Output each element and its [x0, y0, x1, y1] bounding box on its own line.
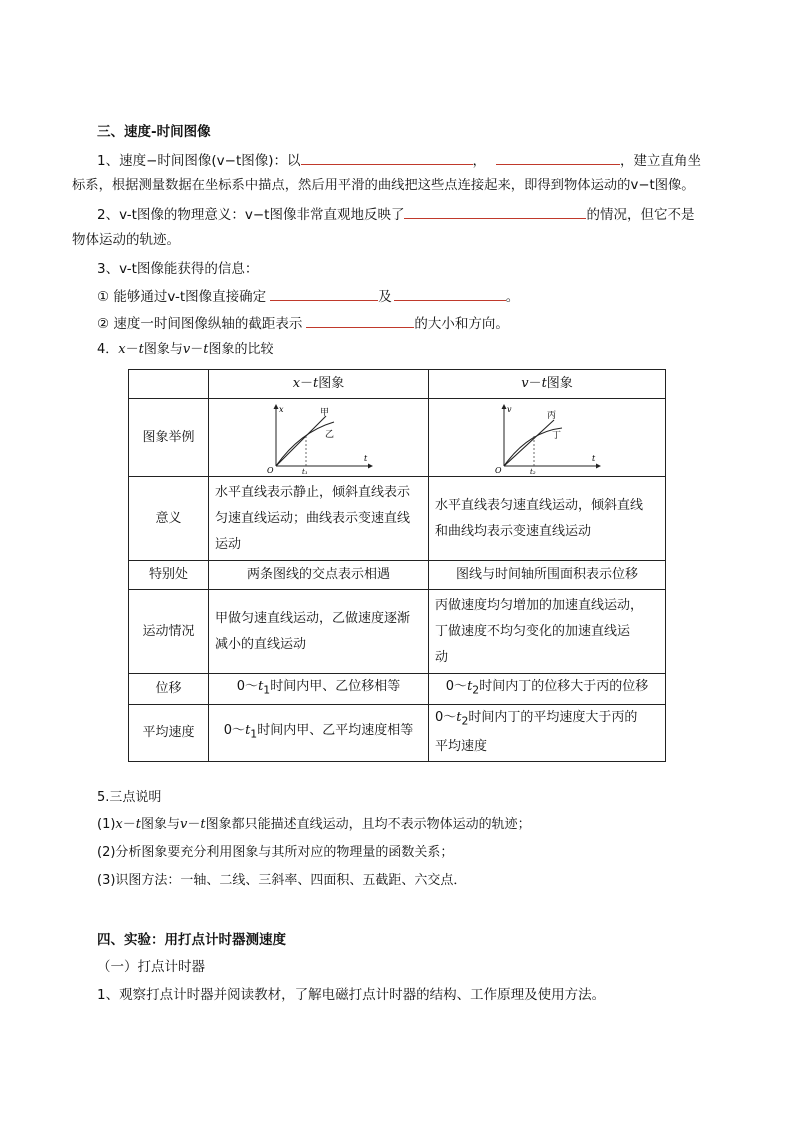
cell-avg-vt	[429, 704, 666, 761]
avg-vt-b: 时间内丁的平均速度大于丙的	[468, 709, 638, 725]
vt-y-arrow	[502, 404, 507, 409]
avg-xt-sub: 1	[250, 727, 258, 741]
p3-item-1	[97, 286, 519, 307]
motion-xt-line-2: 减小的直线运动	[215, 636, 307, 652]
note-1	[97, 815, 531, 835]
p3-text: 3、v-t图像能获得的信息：	[97, 261, 259, 277]
disp-vt-a: 0～	[445, 679, 468, 694]
xt-tick-label: t₁	[301, 467, 308, 474]
section3-title: 三、速度-时间图像	[97, 124, 211, 140]
vt-x-arrow	[596, 463, 601, 468]
p4-heading	[97, 340, 274, 360]
p3-1-text-a: ① 能够通过v-t图像直接确定	[97, 289, 267, 305]
cell-disp-xt	[209, 674, 429, 705]
xt-label-jia: 甲	[319, 407, 329, 418]
p4-var-v: v	[182, 342, 191, 357]
blank-4[interactable]	[270, 286, 378, 301]
header-xt-suffix: 图象	[318, 376, 345, 391]
xt-y-arrow	[273, 404, 278, 409]
disp-vt-sub: 2	[472, 683, 480, 697]
avg-vt-a: 0～	[435, 709, 457, 725]
label-special: 特别处	[129, 561, 209, 590]
label-displacement: 位移	[129, 674, 209, 705]
header-vt-t: t	[541, 376, 547, 391]
p4-var-t-2: t	[203, 342, 209, 357]
table-row-motion	[129, 590, 666, 674]
blank-5[interactable]	[394, 286, 506, 301]
note-1-post: 图象都只能描述直线运动，且均不表示物体运动的轨迹；	[205, 817, 531, 832]
table-row-avg-speed	[129, 704, 666, 761]
disp-xt-b: 时间内甲、乙位移相等	[270, 679, 401, 694]
cell-graph-xt	[209, 399, 429, 477]
table-row-example	[129, 399, 666, 477]
xt-curve-yi	[276, 422, 334, 466]
table-row-meaning	[129, 477, 666, 561]
p4-dash-2: －	[190, 342, 204, 357]
blank-6[interactable]	[306, 313, 414, 328]
vt-axis-y-label: v	[507, 404, 512, 414]
cell-meaning-xt	[209, 477, 429, 561]
note-1-var-v: v	[180, 817, 188, 832]
note-1-dash: －	[122, 817, 136, 832]
cell-motion-xt	[209, 590, 429, 674]
avg-xt-b: 时间内甲、乙平均速度相等	[257, 722, 414, 738]
blank-2[interactable]	[496, 150, 620, 165]
note-2: (2)分析图象要充分利用图象与其所对应的物理量的函数关系；	[97, 845, 454, 860]
note-1-dash-2: －	[187, 817, 201, 832]
cell-motion-vt	[429, 590, 666, 674]
avg-xt-var: t	[245, 722, 251, 738]
p1-text-b: ，	[472, 153, 487, 169]
p1-text-c: ，建立直角坐	[620, 153, 702, 169]
table-header-row	[129, 370, 666, 399]
xt-label-yi: 乙	[324, 429, 334, 440]
p4-number: 4．	[97, 342, 119, 357]
avg-xt-a: 0～	[223, 722, 246, 738]
label-meaning: 意义	[129, 477, 209, 561]
notes-title: 5.三点说明	[97, 790, 162, 805]
blank-1[interactable]	[301, 150, 473, 165]
vt-origin-label: O	[495, 465, 502, 474]
disp-xt-a: 0～	[236, 679, 259, 694]
avg-vt-line-2: 平均速度	[435, 739, 488, 755]
p4-var-t: t	[138, 342, 144, 357]
p1-text-a: 1、速度−时间图像(v−t图像)：以	[97, 153, 301, 169]
cell-special-vt: 图线与时间轴所围面积表示位移	[429, 561, 666, 590]
note-1-var-x: x	[115, 817, 123, 832]
motion-vt-line-2: 丁做速度不均匀变化的加速直线运	[435, 623, 631, 639]
note-1-var-t: t	[135, 817, 142, 832]
xt-x-arrow	[368, 463, 373, 468]
cell-meaning-vt	[429, 477, 666, 561]
header-xt-t: t	[313, 376, 319, 391]
comparison-table	[128, 369, 666, 762]
p2-text-a: 2、v-t图像的物理意义：v−t图像非常直观地反映了	[97, 207, 405, 223]
section4-title: 四、实验：用打点计时器测速度	[97, 932, 286, 948]
cell-disp-vt	[429, 674, 666, 705]
xt-origin-label: O	[266, 465, 274, 474]
meaning-vt-line-2: 和曲线均表示变速直线运动	[435, 523, 592, 539]
section4-paragraph-1: 1、观察打点计时器并阅读教材，了解电磁打点计时器的结构、工作原理及使用方法。	[97, 987, 606, 1003]
xt-axis-y-label: x	[278, 404, 284, 414]
avg-vt-sub: 2	[461, 714, 469, 728]
meaning-xt-line-1: 水平直线表示静止，倾斜直线表示	[215, 484, 411, 500]
p3-2-text-b: 的大小和方向。	[414, 316, 509, 332]
header-vt-dash: －	[528, 376, 542, 391]
cell-avg-xt	[209, 704, 429, 761]
note-1-var-t-2: t	[200, 817, 206, 832]
p3-item-2	[97, 313, 509, 334]
table-row-displacement	[129, 674, 666, 705]
xt-graph	[264, 402, 374, 474]
vt-label-ding: 丁	[552, 430, 562, 441]
disp-xt-sub: 1	[263, 683, 271, 697]
cell-graph-vt	[429, 399, 666, 477]
motion-vt-line-1: 丙做速度均匀增加的加速直线运动，	[435, 597, 644, 613]
xt-line-jia	[276, 416, 326, 466]
motion-vt-line-3: 动	[435, 649, 449, 665]
vt-label-bing: 丙	[547, 410, 557, 421]
header-vt	[429, 370, 666, 399]
header-empty-cell	[129, 370, 209, 399]
p4-mid: 图象与	[143, 342, 183, 357]
header-xt-var: x	[292, 376, 301, 391]
note-3: (3)识图方法：一轴、二线、三斜率、四面积、五截距、六交点．	[97, 873, 467, 888]
motion-xt-line-1: 甲做匀速直线运动，乙做速度逐渐	[215, 610, 411, 626]
vt-line-bing	[504, 420, 554, 466]
header-vt-suffix: 图象	[546, 376, 573, 391]
paragraph-1	[97, 150, 701, 171]
p2-text-c: 物体运动的轨迹。	[72, 232, 180, 248]
p4-var-x: x	[118, 342, 126, 357]
vt-graph	[492, 402, 602, 474]
avg-vt-line-1	[435, 705, 659, 735]
label-avg-speed: 平均速度	[129, 704, 209, 761]
note-1-pre: (1)	[97, 817, 116, 832]
section4-subtitle: （一）打点计时器	[97, 959, 205, 975]
p4-dash: －	[125, 342, 139, 357]
avg-vt-var: t	[456, 709, 462, 725]
disp-xt-var: t	[258, 679, 264, 694]
xt-axis-x-label: t	[363, 453, 367, 463]
p3-2-text-a: ② 速度一时间图像纵轴的截距表示	[97, 316, 303, 332]
header-vt-var: v	[521, 376, 529, 391]
disp-vt-b: 时间内丁的位移大于丙的位移	[479, 679, 649, 694]
label-example: 图象举例	[129, 399, 209, 477]
meaning-xt-line-2: 匀速直线运动；曲线表示变速直线	[215, 510, 411, 526]
header-xt-dash: －	[300, 376, 314, 391]
p4-post: 图象的比较	[208, 342, 274, 357]
blank-3[interactable]	[404, 204, 586, 219]
p3-1-text-c: 。	[505, 289, 520, 305]
paragraph-2	[97, 204, 694, 225]
cell-special-xt: 两条图线的交点表示相遇	[209, 561, 429, 590]
p1-text-d: 标系，根据测量数据在坐标系中描点，然后用平滑的曲线把这些点连接起来，即得到物体运动的v−t图像。	[72, 178, 695, 193]
vt-tick-label: t₂	[530, 467, 536, 474]
table-row-special	[129, 561, 666, 590]
vt-axis-x-label: t	[592, 453, 596, 463]
note-1-mid: 图象与	[141, 817, 181, 832]
disp-vt-var: t	[467, 679, 473, 694]
label-motion: 运动情况	[129, 590, 209, 674]
p3-1-text-b: 及	[378, 289, 392, 305]
meaning-xt-line-3: 运动	[215, 536, 242, 552]
header-xt	[209, 370, 429, 399]
meaning-vt-line-1: 水平直线表匀速直线运动，倾斜直线	[435, 497, 644, 513]
p2-text-b: 的情况，但它不是	[586, 207, 695, 223]
